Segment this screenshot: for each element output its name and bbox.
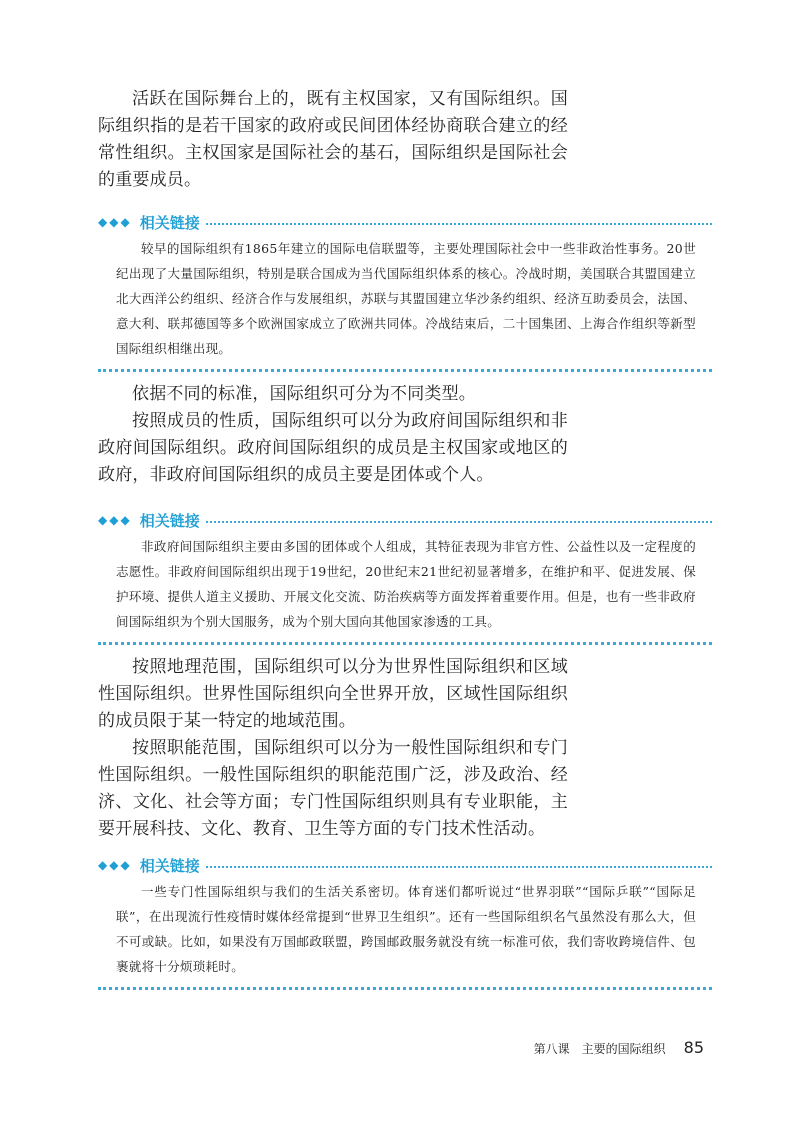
related-link-header — [98, 508, 712, 532]
geography-paragraph: 按照地理范围，国际组织可以分为世界性国际组织和区域性国际组织。世界性国际组织向全世界开放，区域性国际组织的成员限于某一特定的地域范围。 — [98, 657, 568, 731]
related-link-title: 相关链接 — [139, 511, 200, 530]
dotted-divider — [98, 642, 712, 645]
related-link-title: 相关链接 — [139, 856, 200, 875]
related-link-body: 较早的国际组织有1865年建立的国际电信联盟等，主要处理国际社会中一些非政治性事务。20世纪出现了大量国际组织，特别是联合国成为当代国际组织体系的核心。冷战时期，美国联合其盟国建立北大西洋公约组织、经济合作与发展组织，苏联与其盟国建立华沙条约组织、经济互助委员会，法国、意大利、联邦德国等多个欧洲国家成立了欧洲共同体。冷战结束后，二十国集团、上海合作组织等新型国际组织相继出现。 — [116, 241, 696, 356]
membership-paragraph: 按照成员的性质，国际组织可以分为政府间国际组织和非政府间国际组织。政府间国际组织的成员是主权国家或地区的政府，非政府间国际组织的成员主要是团体或个人。 — [98, 411, 568, 485]
diamond-bullets-icon: ◆◆◆ — [98, 215, 132, 229]
related-link-box-2 — [98, 508, 712, 645]
page-footer — [534, 1038, 704, 1057]
page-number: 85 — [683, 1038, 704, 1057]
related-link-box-1 — [98, 210, 712, 372]
function-paragraph: 按照职能范围，国际组织可以分为一般性国际组织和专门性国际组织。一般性国际组织的职能范围广泛，涉及政治、经济、文化、社会等方面；专门性国际组织则具有专业职能，主要开展科技、文化、教育、卫生等方面的专门技术性活动。 — [98, 738, 568, 839]
diamond-bullets-icon: ◆◆◆ — [98, 858, 132, 872]
dotted-divider — [206, 866, 712, 868]
dotted-divider — [98, 987, 712, 990]
related-link-title: 相关链接 — [139, 213, 200, 232]
related-link-header — [98, 210, 712, 234]
diamond-bullets-icon: ◆◆◆ — [98, 513, 132, 527]
related-link-body: 非政府间国际组织主要由多国的团体或个人组成，其特征表现为非官方性、公益性以及一定程度的志愿性。非政府间国际组织出现于19世纪，20世纪末21世纪初显著增多，在维护和平、促进发展、保护环境、提供人道主义援助、开展文化交流、防治疾病等方面发挥着重要作用。但是，也有一些非政府间国际组织为个别大国服务，成为个别大国向其他国家渗透的工具。 — [116, 539, 696, 629]
related-link-body: 一些专门性国际组织与我们的生活关系密切。体育迷们都听说过“世界羽联”“国际乒联”“国际足联”，在出现流行性疫情时媒体经常提到“世界卫生组织”。还有一些国际组织名气虽然没有那么大，但不可或缺。比如，如果没有万国邮政联盟，跨国邮政服务就没有统一标准可依，我们寄收跨境信件、包裹就将十分烦琐耗时。 — [116, 884, 696, 974]
dotted-divider — [206, 521, 712, 523]
dotted-divider — [206, 223, 712, 225]
related-link-header — [98, 853, 712, 877]
types-paragraph: 依据不同的标准，国际组织可分为不同类型。 — [132, 384, 476, 404]
dotted-divider — [98, 369, 712, 372]
intro-paragraph: 活跃在国际舞台上的，既有主权国家，又有国际组织。国际组织指的是若干国家的政府或民间团体经协商联合建立的经常性组织。主权国家是国际社会的基石，国际组织是国际社会的重要成员。 — [98, 89, 568, 190]
related-link-box-3 — [98, 853, 712, 990]
lesson-title: 第八课 主要的国际组织 — [533, 1042, 666, 1056]
